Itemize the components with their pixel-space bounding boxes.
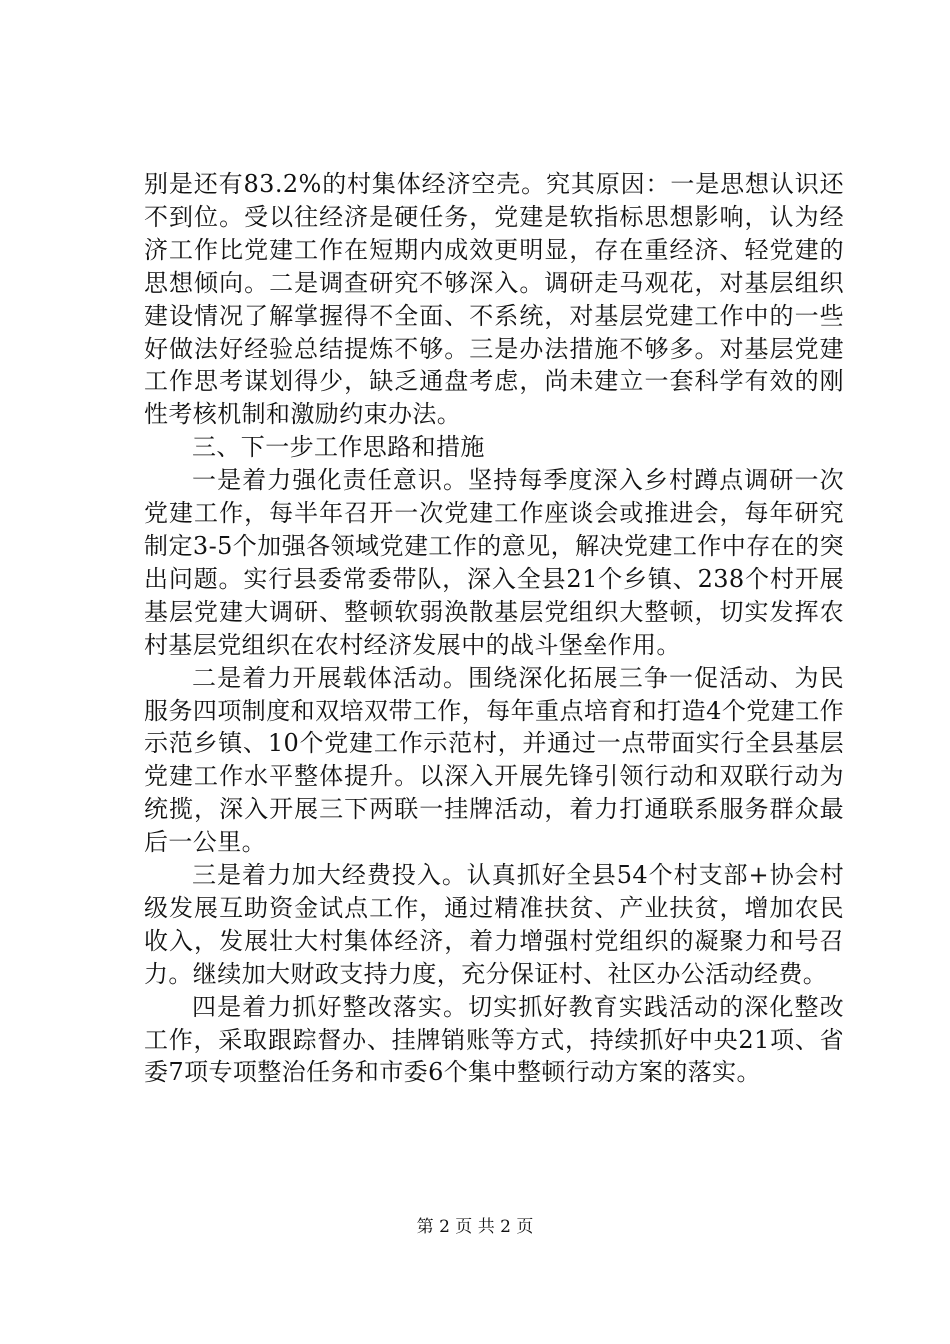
paragraph-measure-responsibility: 一是着力强化责任意识。坚持每季度深入乡村蹲点调研一次党建工作，每半年召开一次党建工作座谈会或推进会，每年研究制定3-5个加强各领域党建工作的意见，解决党建工作中存在的突出问题。实行县委常委带队，深入全县21个乡镇、238个村开展基层党建大调研、整顿软弱涣散基层党组织大整顿，切实发挥农村基层党组织在农村经济发展中的战斗堡垒作用。	[144, 466, 844, 659]
paragraph-cause-analysis: 别是还有83.2%的村集体经济空壳。究其原因：一是思想认识还不到位。受以往经济是硬任务，党建是软指标思想影响，认为经济工作比党建工作在短期内成效更明显，存在重经济、轻党建的思想倾向。二是调查研究不够深入。调研走马观花，对基层组织建设情况了解掌握得不全面、不系统，对基层党建工作中的一些好做法好经验总结提炼不够。三是办法措施不够多。对基层党建工作思考谋划得少，缺乏通盘考虑，尚未建立一套科学有效的刚性考核机制和激励约束办法。	[144, 170, 844, 429]
paragraph-measure-activities: 二是着力开展载体活动。围绕深化拓展三争一促活动、为民服务四项制度和双培双带工作，每年重点培育和打造4个党建工作示范乡镇、10个党建工作示范村，并通过一点带面实行全县基层党建工作水平整体提升。以深入开展先锋引领行动和双联行动为统揽，深入开展三下两联一挂牌活动，着力打通联系服务群众最后一公里。	[144, 663, 844, 857]
section-heading-next-steps: 三、下一步工作思路和措施	[192, 433, 485, 462]
document-body	[144, 168, 844, 1089]
paragraph-measure-rectification: 四是着力抓好整改落实。切实抓好教育实践活动的深化整改工作，采取跟踪督办、挂牌销账等方式，持续抓好中央21项、省委7项专项整治任务和市委6个集中整顿行动方案的落实。	[144, 992, 844, 1087]
page-number-footer: 第 2 页 共 2 页	[416, 1217, 534, 1237]
paragraph-measure-funding: 三是着力加大经费投入。认真抓好全县54个村支部+协会村级发展互助资金试点工作，通过精准扶贫、产业扶贫，增加农民收入，发展壮大村集体经济，着力增强村党组织的凝聚力和号召力。继续加大财政支持力度，充分保证村、社区办公活动经费。	[144, 861, 844, 988]
